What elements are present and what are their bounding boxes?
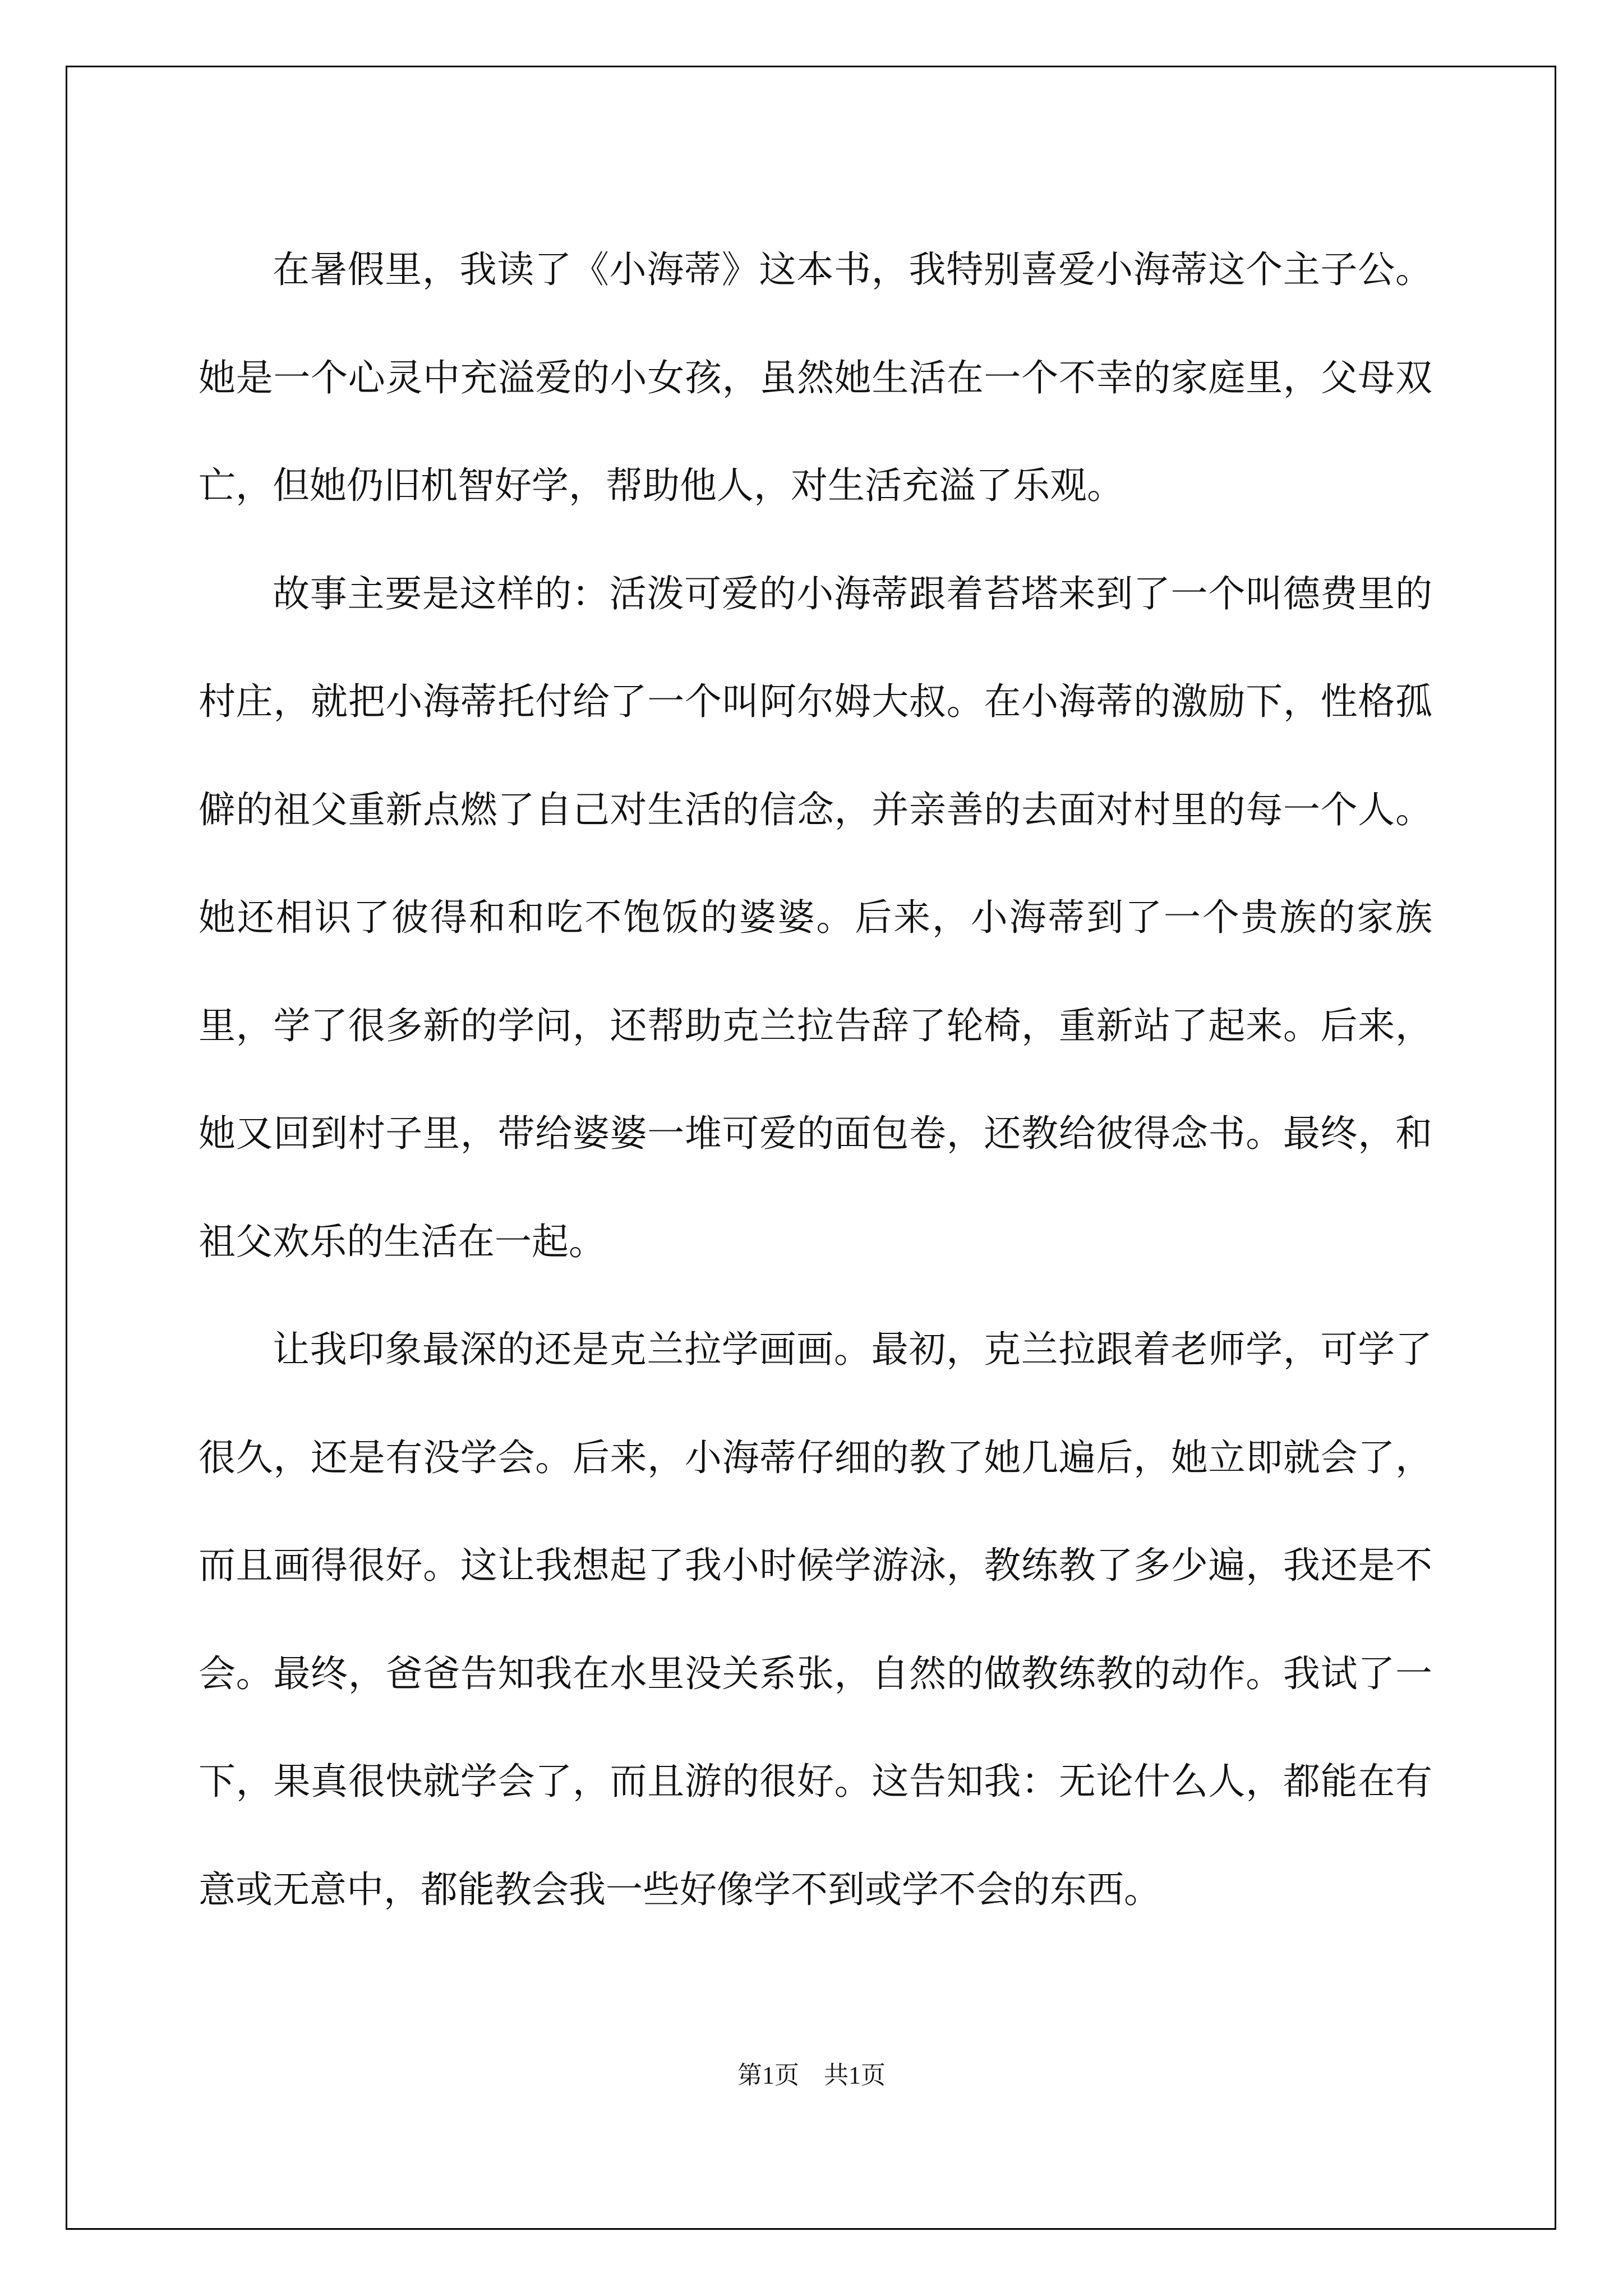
document-body	[199, 216, 1432, 1944]
paragraph-1: 在暑假里，我读了《小海蒂》这本书，我特别喜爱小海蒂这个主子公。她是一个心灵中充溢爱的小女孩，虽然她生活在一个不幸的家庭里，父母双亡，但她仍旧机智好学，帮助他人，对生活充溢了乐观。	[199, 248, 1432, 507]
paragraph-3: 让我印象最深的还是克兰拉学画画。最初，克兰拉跟着老师学，可学了很久，还是有没学会。后来，小海蒂仔细的教了她几遍后，她立即就会了，而且画得很好。这让我想起了我小时候学游泳，教练教了多少遍，我还是不会。最终，爸爸告知我在水里没关系张，自然的做教练教的动作。我试了一下，果真很快就学会了，而且游的很好。这告知我：无论什么人，都能在有意或无意中，都能教会我一些好像学不到或学不会的东西。	[199, 1328, 1432, 1911]
page-footer	[0, 2059, 1623, 2092]
page-total: 共1页	[824, 2062, 886, 2089]
page-number: 第1页	[737, 2062, 799, 2089]
paragraph-2: 故事主要是这样的：活泼可爱的小海蒂跟着苔塔来到了一个叫德费里的村庄，就把小海蒂托付给了一个叫阿尔姆大叔。在小海蒂的激励下，性格孤僻的祖父重新点燃了自己对生活的信念，并亲善的去面对村里的每一个人。她还相识了彼得和和吃不饱饭的婆婆。后来，小海蒂到了一个贵族的家族里，学了很多新的学问，还帮助克兰拉告辞了轮椅，重新站了起来。后来，她又回到村子里，带给婆婆一堆可爱的面包卷，还教给彼得念书。最终，和祖父欢乐的生活在一起。	[199, 572, 1432, 1263]
